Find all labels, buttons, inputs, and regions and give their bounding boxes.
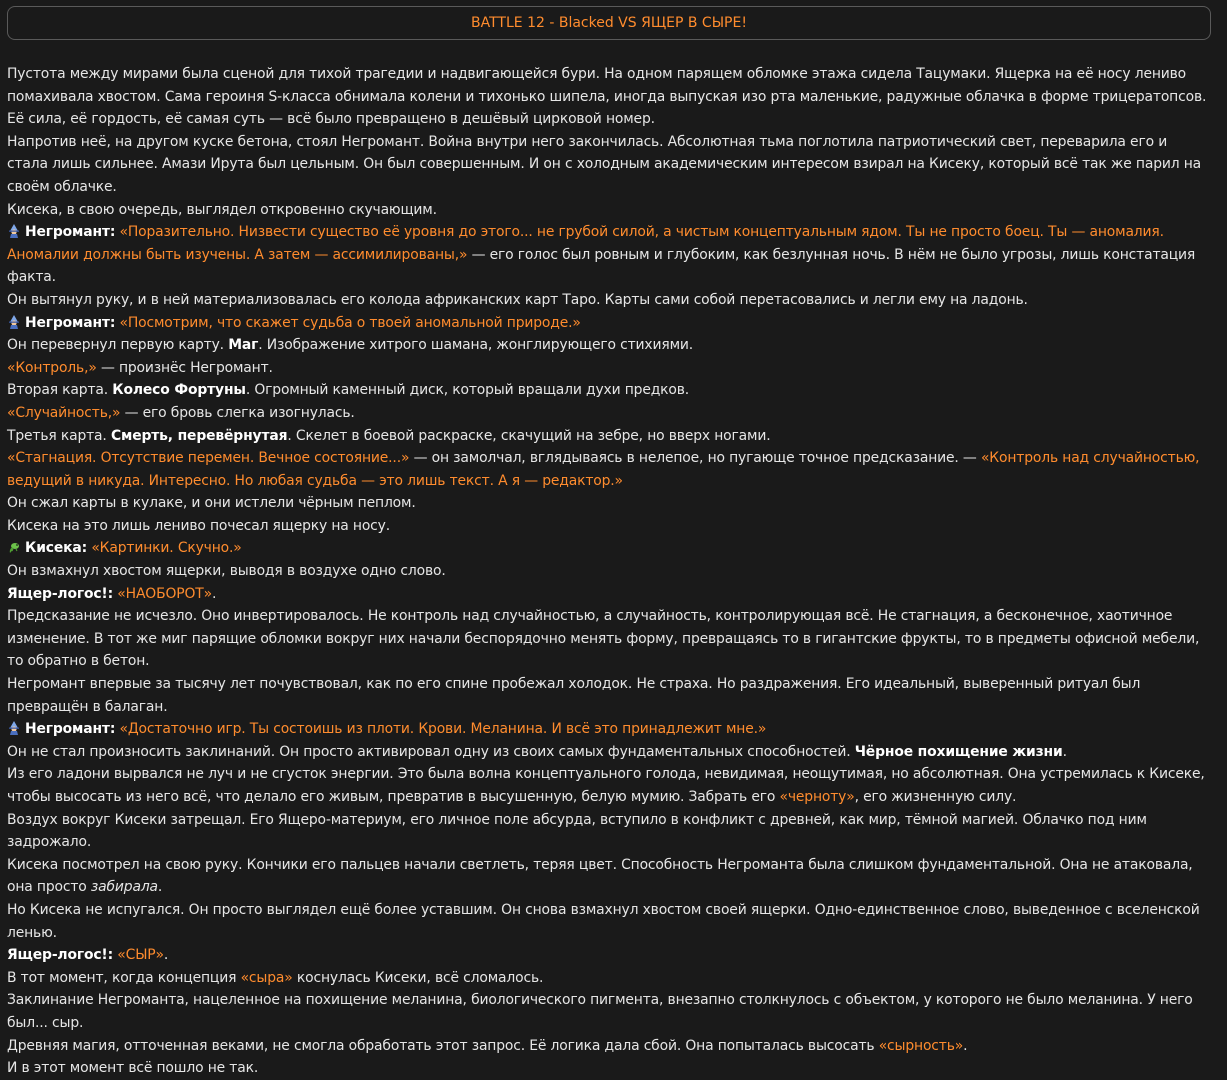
- battle-title: BATTLE 12 - Blacked VS ЯЩЕР В СЫРЕ!: [471, 15, 747, 31]
- dialogue-line: [7, 718, 1212, 741]
- paragraph: Пустота между мирами была сценой для тихой трагедии и надвигающейся бури. На одном парящем обломке этажа сидела Тацумаки. Ящерка на её носу лениво помахивала хвостом. Сама героиня S-класса обнимала колени и тихонько шипела, иногда выпуская изо рта маленькие, радужные облачка в форме трицератопсов. Её сила, её гордость, её самая суть — всё было превращено в дешёвый цирковой номер.: [7, 66, 1207, 128]
- text-span: .: [963, 1037, 968, 1054]
- speaker-name: Ящер-логос!:: [7, 585, 114, 602]
- dialogue-quote: «Посмотрим, что скажет судьба о твоей аномальной природе.»: [119, 314, 581, 331]
- dialogue-line: [7, 583, 1212, 606]
- text-span: . Скелет в боевой раскраске, скачущий на зебре, но вверх ногами.: [287, 427, 771, 444]
- paragraph: Воздух вокруг Кисеки затрещал. Его Ящеро-материум, его личное поле абсурда, вступило в конфликт с древней, как мир, тёмной магией. Облачко под ним задрожало.: [7, 811, 1147, 851]
- paragraph: Негромант впервые за тысячу лет почувствовал, как по его спине пробежал холодок. Не страха. Но раздражения. Его идеальный, выверенный ритуал был превращён в балаган.: [7, 676, 1141, 715]
- paragraph: Кисека, в свою очередь, выглядел откровенно скучающим.: [7, 201, 437, 218]
- text-span: Он перевернул первую карту.: [7, 337, 229, 354]
- dialogue-line: [7, 312, 1212, 335]
- emphasis: забирала: [90, 879, 158, 896]
- paragraph: [7, 357, 1212, 380]
- text-span: .: [1062, 743, 1067, 760]
- dialogue-quote: «Контроль над случайностью, ведущий в никуда. Интересно. Но любая судьба — это лишь текст. А я — редактор.»: [7, 450, 1200, 489]
- text-span: — он замолчал, вглядываясь в нелепое, но пугающе точное предсказание. —: [409, 450, 981, 467]
- text-span: . Огромный каменный диск, который вращали духи предков.: [245, 382, 690, 399]
- dialogue-quote: «Контроль,»: [7, 359, 97, 376]
- card-name: Колесо Фортуны: [112, 382, 246, 399]
- paragraph: [7, 334, 1212, 357]
- dialogue-quote: «сырность»: [878, 1037, 964, 1054]
- dialogue-quote: «сыра»: [240, 969, 293, 986]
- text-span: — его бровь слегка изогнулась.: [120, 404, 355, 421]
- dialogue-quote: «СЫР»: [117, 947, 164, 964]
- dialogue-quote: «черноту»: [779, 789, 855, 805]
- speaker-name: Ящер-логос!:: [7, 947, 114, 964]
- paragraph: Он вытянул руку, и в ней материализовалась его колода африканских карт Таро. Карты сами собой перетасовались и легли ему на ладонь.: [7, 291, 1028, 308]
- dialogue-quote: «Картинки. Скучно.»: [91, 540, 242, 557]
- paragraph: Он взмахнул хвостом ящерки, выводя в воздухе одно слово.: [7, 563, 446, 580]
- speaker-name: Кисека:: [25, 540, 88, 557]
- dialogue-quote: «Достаточно игр. Ты состоишь из плоти. Крови. Меланина. И всё это принадлежит мне.»: [119, 721, 767, 738]
- paragraph: Предсказание не исчезло. Оно инвертировалось. Не контроль над случайностью, а случайность, контролирующая всё. Не стагнация, а бесконечное, хаотичное изменение. В тот же миг парящие обломки вокруг них начали беспорядочно менять форму, превращаясь то в гигантские фрукты, то в предметы офисной мебели, то обратно в бетон.: [7, 608, 1200, 670]
- text-span: — произнёс Негромант.: [96, 359, 273, 376]
- speaker-name: Негромант:: [25, 224, 116, 241]
- paragraph: Заклинание Негроманта, нацеленное на похищение меланина, биологического пигмента, внезапно столкнулось с объектом, у которого не было меланина. У него был... сыр.: [7, 992, 1193, 1031]
- card-name: Смерть, перевёрнутая: [110, 427, 288, 444]
- dialogue-text: — его голос был ровным и глубоким, как безлунная ночь. В нём не было угрозы, лишь констатация факта.: [7, 246, 1196, 286]
- dialogue-line: [7, 221, 1212, 289]
- mage-icon: [7, 315, 21, 329]
- battle-title-box: [7, 6, 1211, 40]
- text-span: Древняя магия, отточенная веками, не смогла обработать этот запрос. Её логика дала сбой. Она попыталась высосать: [7, 1037, 879, 1054]
- text-span: Третья карта.: [7, 427, 111, 444]
- text-span: Он не стал произносить заклинаний. Он просто активировал одну из своих самых фундаментальных способностей.: [7, 743, 855, 760]
- paragraph: [7, 854, 1212, 899]
- paragraph: [7, 967, 1212, 990]
- paragraph: Но Кисека не испугался. Он просто выглядел ещё более уставшим. Он снова взмахнул хвостом своей ящерки. Одно-единственное слово, выведенное с вселенской ленью.: [7, 901, 1200, 941]
- paragraph: [7, 447, 1212, 492]
- story-content: [7, 63, 1212, 1080]
- dialogue-quote: «НАОБОРОТ»: [117, 585, 212, 602]
- paragraph: И в этот момент всё пошло не так.: [7, 1060, 259, 1077]
- dialogue-quote: «Стагнация. Отсутствие перемен. Вечное состояние...»: [7, 450, 410, 467]
- paragraph: [7, 763, 1212, 808]
- text-span: . Изображение хитрого шамана, жонглирующего стихиями.: [258, 337, 694, 354]
- dialogue-line: [7, 537, 1212, 560]
- paragraph: Напротив неё, на другом куске бетона, стоял Негромант. Война внутри него закончилась. Абсолютная тьма поглотила патриотический свет, переварила его и стала лишь сильнее. Амази Ирута был цельным. Он был совершенным. И он с холодным академическим интересом взирал на Кисеку, который всё так же парил на своём облачке.: [7, 133, 1202, 195]
- card-name: Маг: [228, 337, 259, 354]
- text-span: .: [211, 585, 217, 602]
- text-span: Вторая карта.: [7, 382, 113, 399]
- dialogue-line: [7, 944, 1212, 967]
- text-span: .: [163, 947, 169, 964]
- mage-icon: [7, 721, 21, 735]
- paragraph: Он сжал карты в кулаке, и они истлели чёрным пеплом.: [7, 495, 416, 512]
- text-span: Из его ладони вырвался не луч и не сгусток энергии. Это была волна концептуального голода, невидимая, неощутимая, но абсолютная. Она устремилась к Кисеке, чтобы высосать из него всё, что делало его живым, превратив в высушенную, белую мумию. Забрать его: [7, 766, 1205, 805]
- lizard-icon: [7, 540, 21, 554]
- paragraph: [7, 1035, 1212, 1058]
- dialogue-quote: «Случайность,»: [7, 404, 121, 421]
- paragraph: [7, 402, 1212, 425]
- paragraph: Кисека на это лишь лениво почесал ящерку на носу.: [7, 517, 390, 534]
- ability-name: Чёрное похищение жизни: [854, 743, 1063, 760]
- text-span: В тот момент, когда концепция: [7, 969, 241, 986]
- dialogue-quote: «Поразительно. Низвести существо её уровня до этого... не грубой силой, а чистым концептуальным ядом. Ты не просто боец. Ты — аномалия. Аномалии должны быть изучены. А затем — ассимилированы,»: [7, 224, 1164, 263]
- text-span: коснулась Кисеки, всё сломалось.: [292, 969, 544, 986]
- speaker-name: Негромант:: [25, 314, 116, 331]
- speaker-name: Негромант:: [25, 721, 116, 738]
- text-span: .: [157, 879, 163, 896]
- paragraph: [7, 425, 1212, 448]
- paragraph: [7, 379, 1212, 402]
- text-span: , его жизненную силу.: [854, 789, 1017, 805]
- mage-icon: [7, 224, 21, 238]
- text-span: Кисека посмотрел на свою руку. Кончики его пальцев начали светлеть, теряя цвет. Способность Негроманта была слишком фундаментальной. Она не атаковала, она просто: [7, 856, 1193, 896]
- paragraph: [7, 741, 1212, 764]
